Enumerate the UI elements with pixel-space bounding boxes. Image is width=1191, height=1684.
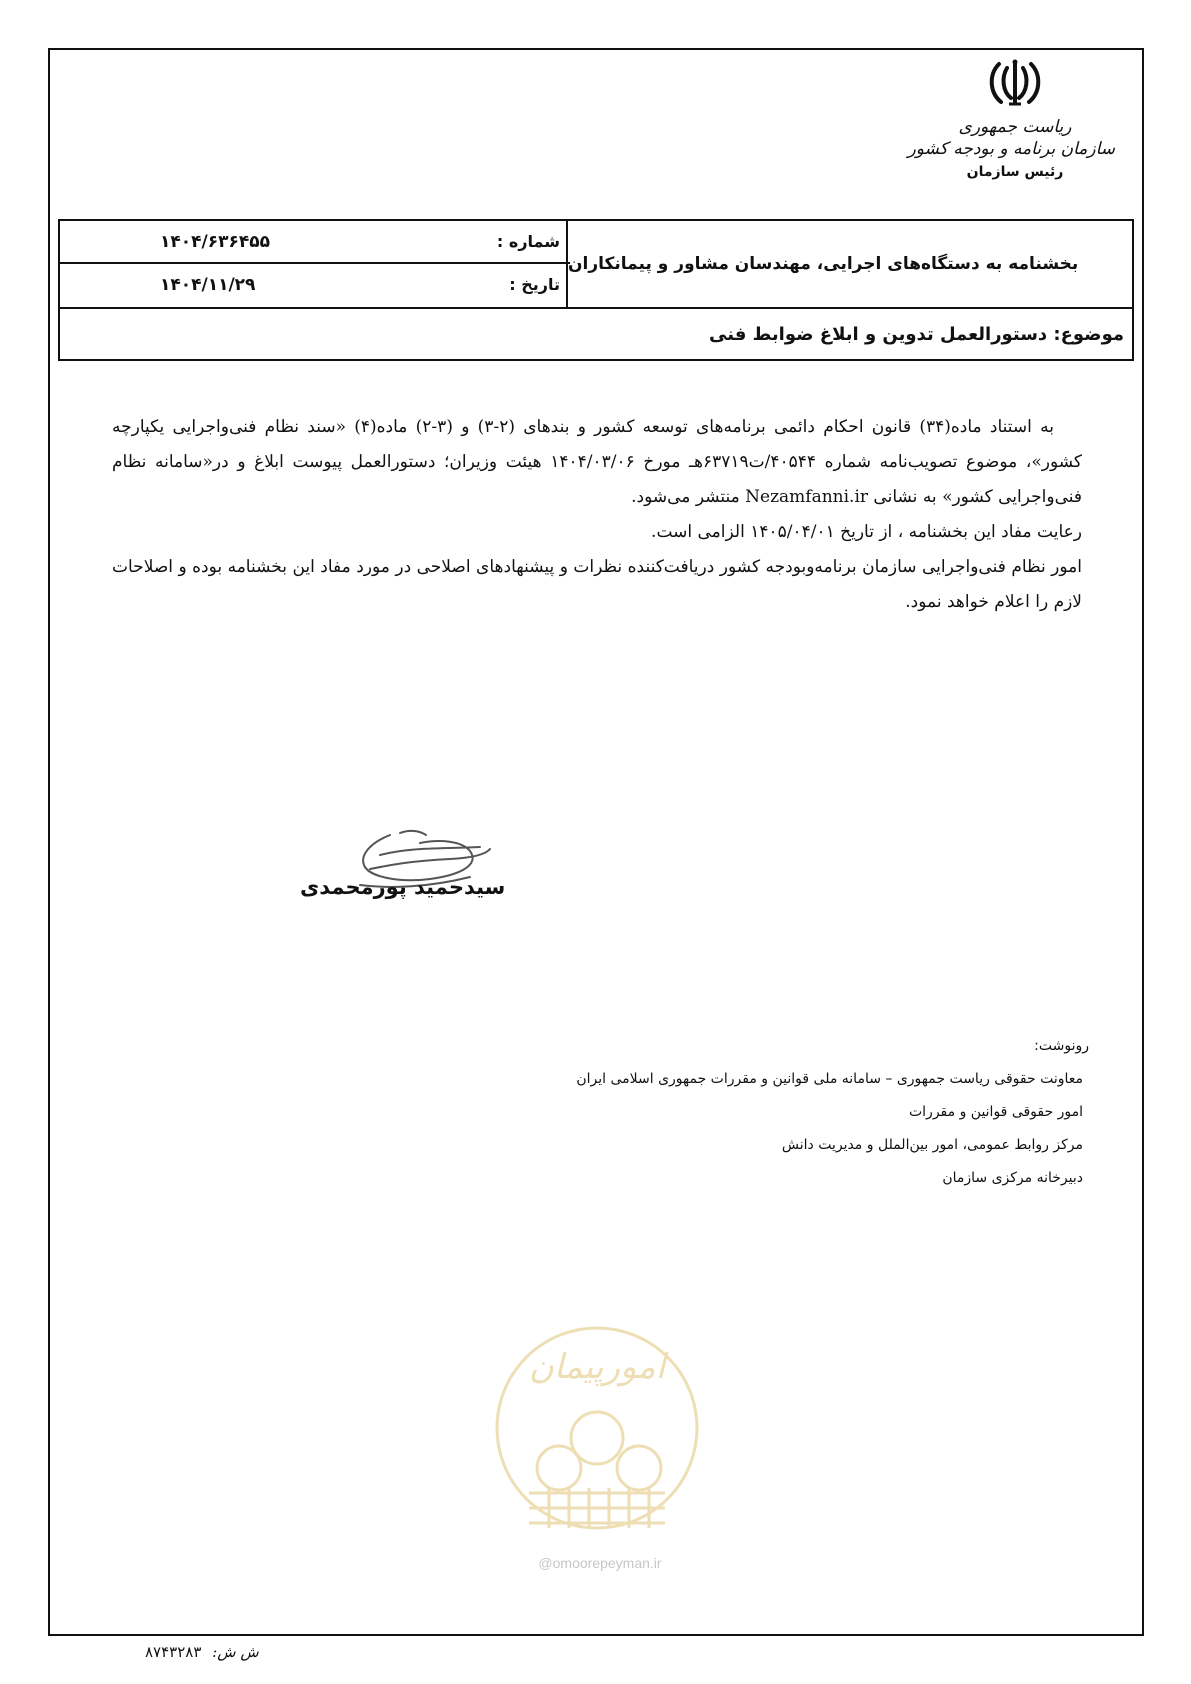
body-paragraph-2: رعایت مفاد این بخشنامه ، از تاریخ ۱۴۰۵/۰۴/۰۱ الزامی است. — [651, 522, 1082, 542]
watermark-logo — [489, 1318, 705, 1578]
footer-ref-label: ش ش: — [212, 1643, 259, 1661]
cc-item: دبیرخانه مرکزی سازمان — [942, 1170, 1083, 1186]
footer-ref-value: ۸۷۴۳۲۸۳ — [145, 1643, 202, 1661]
signature-mark — [290, 825, 510, 915]
cc-item: معاونت حقوقی ریاست جمهوری – سامانه ملی قوانین و مقررات جمهوری اسلامی ایران — [576, 1071, 1083, 1087]
date-value: ۱۴۰۴/۱۱/۲۹ — [160, 275, 256, 295]
iran-emblem-icon — [985, 58, 1045, 110]
signer-name: سیدحمید پورمحمدی — [300, 875, 506, 899]
letterhead-line-organization: سازمان برنامه و بودجه کشور — [907, 139, 1115, 159]
watermark-text: امورپیمان — [528, 1347, 666, 1387]
body-paragraph-1: به استناد ماده(۳۴) قانون احکام دائمی برنامه‌های توسعه کشور و بندهای (۲-۳) و (۳-۲) ماده(۴) «سند نظام فنی‌واجرایی یکپارچه کشور»، موضوع تصویب‌نامه شماره ۴۰۵۴۴/ت۶۳۷۱۹هـ مورخ ۱۴۰۴/۰۳/۰۶ هیئت وزیران؛ دستورالعمل پیوست ابلاغ و در«سامانه نظام فنی‌واجرایی کشور» به نشانی Nezamfanni.ir منتشر می‌شود. — [112, 417, 1082, 507]
recipient-text: بخشنامه به دستگاه‌های اجرایی، مهندسان مشاور و پیمانکاران — [568, 254, 1079, 274]
handwritten-signature-icon — [330, 825, 500, 915]
letterhead — [907, 58, 1115, 180]
number-label: شماره : — [496, 232, 560, 251]
body-paragraph-3: امور نظام فنی‌واجرایی سازمان برنامه‌وبودجه کشور دریافت‌کننده نظرات و پیشنهادهای اصلاحی در مورد مفاد این بخشنامه بوده و اصلاحات لازم را اعلام خواهد نمود. — [112, 557, 1082, 612]
date-cell — [60, 264, 570, 307]
number-date-cells — [60, 221, 570, 307]
subject-line: موضوع: دستورالعمل تدوین و ابلاغ ضوابط فنی — [709, 323, 1124, 345]
footer-reference — [145, 1643, 259, 1661]
number-value: ۱۴۰۴/۶۳۶۴۵۵ — [160, 232, 270, 252]
letter-meta-box — [58, 219, 1134, 361]
recipient-cell — [566, 221, 1132, 307]
cc-title: رونوشت: — [1034, 1038, 1089, 1054]
letterhead-line-presidency: ریاست جمهوری — [958, 117, 1072, 137]
watermark-url: @omoorepeyman.ir — [538, 1555, 662, 1571]
meta-top-row — [60, 221, 1132, 309]
letter-body — [112, 410, 1082, 620]
date-label: تاریخ : — [509, 275, 560, 294]
carbon-copy-list — [576, 1030, 1089, 1195]
omoorepeyman-logo-icon — [489, 1318, 705, 1558]
cc-item: امور حقوقی قوانین و مقررات — [908, 1104, 1083, 1120]
cc-item: مرکز روابط عمومی، امور بین‌الملل و مدیریت دانش — [781, 1137, 1083, 1153]
letterhead-role: رئیس سازمان — [966, 164, 1064, 180]
number-cell — [60, 221, 570, 264]
